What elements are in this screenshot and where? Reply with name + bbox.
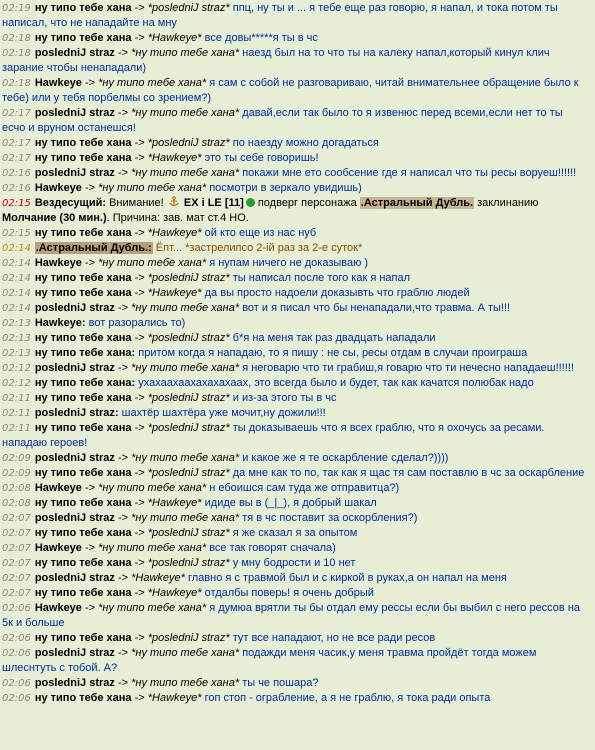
- chat-message: [2, 31, 589, 46]
- sender-name[interactable]: ну типо тебе хана:: [34, 377, 136, 389]
- message-text: гоп стоп - ограбление, а я не граблю, я тока ради опыта: [204, 692, 491, 704]
- arrow-separator: ->: [117, 302, 129, 314]
- message-text: я думюа врятли ты бы отдал ему рессы если бы выбил с него рессов на 5к и больше: [2, 602, 581, 629]
- sender-name[interactable]: ну типо тебе хана: [34, 287, 132, 299]
- message-text: я сам с собой не разговариваю, читай внимательнее обращение было к тебе) или у тебя порбелмы со зрением?): [2, 77, 579, 104]
- online-dot-icon: [246, 198, 255, 207]
- message-time: 02:06: [2, 678, 31, 689]
- recipient-name[interactable]: *posledniJ straz*: [147, 392, 230, 404]
- message-text: ой кто еще из нас нуб: [204, 227, 317, 239]
- message-time: 02:06: [2, 603, 31, 614]
- chat-message: [2, 151, 589, 166]
- message-text: шахтёр шахтёра уже мочит,ну дожили!!!: [121, 407, 326, 419]
- chat-message: [2, 301, 589, 316]
- message-text: идиде вы в (_|_), я добрый шакал: [204, 497, 377, 509]
- chat-message: [2, 601, 589, 631]
- chat-message: [2, 466, 589, 481]
- system-text: заклинанию: [477, 197, 539, 209]
- recipient-name[interactable]: *Hawkeye*: [147, 497, 202, 509]
- message-time: 02:13: [2, 348, 31, 359]
- chat-message: [2, 346, 589, 361]
- chat-message: [2, 361, 589, 376]
- message-text: это ты себе говоришь!: [204, 152, 319, 164]
- sender-name[interactable]: posledniJ straz:: [34, 407, 119, 419]
- chat-message: [2, 481, 589, 496]
- arrow-separator: ->: [134, 2, 145, 14]
- chat-message: [2, 406, 589, 421]
- arrow-separator: ->: [84, 542, 96, 554]
- message-text: я нупам ничего не доказываю ): [209, 257, 369, 269]
- chat-message: [2, 76, 589, 106]
- recipient-name[interactable]: *posledniJ straz*: [147, 422, 230, 434]
- sender-name[interactable]: Hawkeye:: [34, 317, 86, 329]
- chat-message: [2, 106, 589, 136]
- message-text: да вы просто надоели доказывть что граблю людей: [204, 287, 470, 299]
- message-time: 02:06: [2, 693, 31, 704]
- sender-name[interactable]: posledniJ straz: [34, 167, 115, 179]
- sender-name[interactable]: Hawkeye: [34, 482, 82, 494]
- recipient-name[interactable]: *Hawkeye*: [147, 587, 202, 599]
- message-text: б*я на меня так раз двадцать нападали: [232, 332, 436, 344]
- sender-name[interactable]: ну типо тебе хана: [34, 467, 132, 479]
- message-time: 02:07: [2, 528, 31, 539]
- message-text: ухахаахаахахахахаах, это всегда было и будет, так как качатся полюбак надо: [138, 377, 534, 389]
- message-time: 02:16: [2, 183, 31, 194]
- sender-name[interactable]: Вездесущий:: [34, 197, 107, 209]
- chat-message: [2, 316, 589, 331]
- chat-message: [2, 421, 589, 451]
- recipient-name[interactable]: *ну типо тебе хана*: [98, 602, 207, 614]
- sender-name[interactable]: posledniJ straz: [34, 107, 115, 119]
- chat-message: [2, 181, 589, 196]
- message-time: 02:14: [2, 258, 31, 269]
- recipient-name[interactable]: *posledniJ straz*: [147, 527, 230, 539]
- sender-name[interactable]: posledniJ straz: [34, 452, 115, 464]
- arrow-separator: ->: [84, 77, 96, 89]
- message-text: подажди меня часик,у меня травма пройдёт тогда можем шлеснтуть с тобой. А?: [2, 647, 537, 674]
- message-text: и из-за этого ты в чс: [232, 392, 337, 404]
- recipient-name[interactable]: *ну типо тебе хана*: [131, 362, 240, 374]
- message-time: 02:12: [2, 378, 31, 389]
- arrow-separator: ->: [117, 572, 129, 584]
- recipient-name[interactable]: *Hawkeye*: [147, 692, 202, 704]
- chat-message: [2, 541, 589, 556]
- recipient-name[interactable]: *ну типо тебе хана*: [131, 452, 240, 464]
- sender-name[interactable]: ну типо тебе хана:: [34, 347, 136, 359]
- message-time: 02:13: [2, 333, 31, 344]
- recipient-name[interactable]: *Hawkeye*: [147, 227, 202, 239]
- clan-player-name[interactable]: EX i LE [11]: [183, 197, 244, 209]
- message-time: 02:18: [2, 78, 31, 89]
- message-text: отдалбы поверь! я очень добрый: [204, 587, 374, 599]
- recipient-name[interactable]: *ну типо тебе хана*: [98, 77, 207, 89]
- recipient-name[interactable]: *ну типо тебе хана*: [98, 482, 207, 494]
- message-time: 02:14: [2, 303, 31, 314]
- message-text: ты написал после того как я напал: [232, 272, 411, 284]
- message-text: я неговарю что ти грабиш,я говарю что ти нечесно нападаеш!!!!!!: [242, 362, 574, 374]
- sender-name[interactable]: posledniJ straz: [34, 362, 115, 374]
- sender-name[interactable]: ну типо тебе хана: [34, 332, 132, 344]
- chat-message: [2, 136, 589, 151]
- recipient-name[interactable]: *posledniJ straz*: [147, 467, 230, 479]
- arrow-separator: ->: [84, 257, 96, 269]
- sender-name[interactable]: ну типо тебе хана: [34, 137, 132, 149]
- sender-name[interactable]: Hawkeye: [34, 542, 82, 554]
- recipient-name[interactable]: *posledniJ straz*: [147, 632, 230, 644]
- recipient-name[interactable]: *ну типо тебе хана*: [131, 512, 240, 524]
- sender-name[interactable]: ну типо тебе хана: [34, 152, 132, 164]
- arrow-separator: ->: [84, 482, 96, 494]
- arrow-separator: ->: [134, 32, 145, 44]
- message-time: 02:17: [2, 153, 31, 164]
- arrow-separator: ->: [117, 107, 129, 119]
- chat-message: [2, 256, 589, 271]
- chat-message: [2, 526, 589, 541]
- sender-name[interactable]: ну типо тебе хана: [34, 2, 132, 14]
- chat-message: [2, 46, 589, 76]
- message-text: вот разорались то): [88, 317, 186, 329]
- recipient-name[interactable]: *ну типо тебе хана*: [98, 542, 207, 554]
- message-text: все довы*****я ты в чс: [204, 32, 318, 44]
- message-text: притом когда я нападаю, то я пишу : не сы, ресы отдам в случаи проиграша: [138, 347, 528, 359]
- message-time: 02:07: [2, 558, 31, 569]
- arrow-separator: ->: [117, 452, 129, 464]
- recipient-name[interactable]: *ну типо тебе хана*: [98, 182, 207, 194]
- sender-name[interactable]: posledniJ straz: [34, 302, 115, 314]
- message-time: 02:11: [2, 393, 31, 404]
- sender-name[interactable]: ну типо тебе хана: [34, 527, 132, 539]
- message-text: давай,если так было то я извенюс перед всеми,если нет то ты есчо и вруном останешся!: [2, 107, 563, 134]
- message-time: 02:07: [2, 543, 31, 554]
- recipient-name[interactable]: *Hawkeye*: [147, 287, 202, 299]
- message-text: посмотри в зеркало увидишь): [209, 182, 362, 194]
- message-time: 02:06: [2, 633, 31, 644]
- sender-name[interactable]: Hawkeye: [34, 257, 82, 269]
- arrow-separator: ->: [84, 182, 96, 194]
- recipient-name[interactable]: *posledniJ straz*: [147, 332, 230, 344]
- recipient-name[interactable]: *posledniJ straz*: [147, 2, 230, 14]
- sender-name[interactable]: Hawkeye: [34, 602, 82, 614]
- sender-name[interactable]: ну типо тебе хана: [34, 632, 132, 644]
- message-time: 02:17: [2, 108, 31, 119]
- arrow-separator: ->: [134, 392, 145, 404]
- message-time: 02:11: [2, 408, 31, 419]
- sender-name[interactable]: ну типо тебе хана: [34, 227, 132, 239]
- arrow-separator: ->: [117, 47, 129, 59]
- message-time: 02:19: [2, 3, 31, 14]
- arrow-separator: ->: [117, 167, 129, 179]
- sender-name[interactable]: posledniJ straz: [34, 512, 115, 524]
- chat-message: [2, 286, 589, 301]
- recipient-name[interactable]: *posledniJ straz*: [147, 272, 230, 284]
- arrow-separator: ->: [84, 602, 96, 614]
- recipient-name[interactable]: *posledniJ straz*: [147, 557, 230, 569]
- message-text: все так говорят сначала): [209, 542, 336, 554]
- message-text: ппц, ну ты и ... я тебе еще раз говорю, я напал, и тока потом ты написал, что не нападайте на мну: [2, 2, 558, 29]
- message-text: ты доказываешь что я всех граблю, что я охочусь за ресами. нападаю героев!: [2, 422, 545, 449]
- sender-name[interactable]: ну типо тебе хана: [34, 392, 132, 404]
- chat-message: [2, 571, 589, 586]
- sender-name[interactable]: ну типо тебе хана: [34, 557, 132, 569]
- message-text: по наезду можно догадаться: [232, 137, 379, 149]
- target-name[interactable]: .Астральный Дубль.: [360, 197, 474, 209]
- message-time: 02:14: [2, 273, 31, 284]
- message-time: 02:06: [2, 648, 31, 659]
- sender-name[interactable]: posledniJ straz: [34, 572, 115, 584]
- message-time: 02:11: [2, 423, 31, 434]
- chat-message: [2, 1, 589, 31]
- message-time: 02:09: [2, 468, 31, 479]
- chat-message: [2, 676, 589, 691]
- message-time: 02:16: [2, 168, 31, 179]
- recipient-name[interactable]: *posledniJ straz*: [147, 137, 230, 149]
- recipient-name[interactable]: *ну типо тебе хана*: [131, 107, 240, 119]
- message-time: 02:17: [2, 138, 31, 149]
- chat-message: [2, 271, 589, 286]
- sender-name[interactable]: ну типо тебе хана: [34, 692, 132, 704]
- message-text: ты че пошара?: [242, 677, 319, 689]
- arrow-separator: ->: [117, 362, 129, 374]
- sender-name[interactable]: posledniJ straz: [34, 47, 115, 59]
- message-time: 02:15: [2, 198, 31, 209]
- message-text: н ебоишся сам туда же отправитца?): [209, 482, 400, 494]
- message-time: 02:08: [2, 483, 31, 494]
- arrow-separator: ->: [117, 677, 129, 689]
- arrow-separator: ->: [134, 152, 145, 164]
- message-text: тя в чс поставит за оскорбления?): [242, 512, 418, 524]
- sender-name[interactable]: ну типо тебе хана: [34, 272, 132, 284]
- recipient-name[interactable]: *Hawkeye*: [147, 152, 202, 164]
- recipient-name[interactable]: *ну типо тебе хана*: [131, 677, 240, 689]
- arrow-separator: ->: [134, 332, 145, 344]
- message-time: 02:07: [2, 513, 31, 524]
- recipient-name[interactable]: *ну типо тебе хана*: [131, 647, 240, 659]
- arrow-separator: ->: [134, 137, 145, 149]
- chat-message: [2, 391, 589, 406]
- message-time: 02:07: [2, 573, 31, 584]
- recipient-name[interactable]: *ну типо тебе хана*: [98, 257, 207, 269]
- message-time: 02:14: [2, 243, 31, 254]
- message-text: Ёпт... *застрелипсо 2-ій раз за 2-е суток*: [155, 242, 363, 254]
- anchor-icon: [168, 196, 180, 207]
- system-text: подверг персонажа: [257, 197, 357, 209]
- chat-message: [2, 631, 589, 646]
- sender-name[interactable]: ну типо тебе хана: [34, 32, 132, 44]
- message-text: главно я с травмой был и с киркой в руках,а он напал на меня: [188, 572, 507, 584]
- message-text: наезд был на то что ты на калеку напал,который кинул клич зарание чтобы ненападали): [2, 47, 550, 74]
- message-time: 02:18: [2, 48, 31, 59]
- message-time: 02:13: [2, 318, 31, 329]
- chat-message: [2, 331, 589, 346]
- message-text: у мну бодрости и 10 нет: [232, 557, 356, 569]
- message-text: да мне как то по, так как я щас тя сам поставлю в чс за оскарбление: [232, 467, 585, 479]
- chat-message: [2, 196, 589, 226]
- sender-name[interactable]: ну типо тебе хана: [34, 587, 132, 599]
- message-time: 02:07: [2, 588, 31, 599]
- sender-name[interactable]: Hawkeye: [34, 182, 82, 194]
- system-text: . Причина: зав. мат ст.4 НО.: [106, 212, 249, 224]
- arrow-separator: ->: [134, 692, 145, 704]
- arrow-separator: ->: [134, 467, 145, 479]
- arrow-separator: ->: [117, 512, 129, 524]
- recipient-name[interactable]: *Hawkeye*: [147, 32, 202, 44]
- message-time: 02:12: [2, 363, 31, 374]
- chat-message: [2, 691, 589, 706]
- message-text: тут все нападают, но не все ради ресов: [232, 632, 436, 644]
- message-time: 02:08: [2, 498, 31, 509]
- arrow-separator: ->: [117, 647, 129, 659]
- recipient-name[interactable]: *ну типо тебе хана*: [131, 47, 240, 59]
- arrow-separator: ->: [134, 632, 145, 644]
- chat-message: [2, 451, 589, 466]
- message-time: 02:18: [2, 33, 31, 44]
- system-text: Внимание!: [109, 197, 164, 209]
- chat-message: [2, 586, 589, 601]
- arrow-separator: ->: [134, 227, 145, 239]
- arrow-separator: ->: [134, 527, 145, 539]
- arrow-separator: ->: [134, 557, 145, 569]
- spell-name: Молчание (30 мин.): [2, 212, 107, 224]
- sender-name[interactable]: Hawkeye: [34, 77, 82, 89]
- sender-name[interactable]: ну типо тебе хана: [34, 497, 132, 509]
- message-text: я же сказал я за опытом: [232, 527, 358, 539]
- arrow-separator: ->: [134, 422, 145, 434]
- chat-message: [2, 646, 589, 676]
- message-time: 02:15: [2, 228, 31, 239]
- arrow-separator: ->: [134, 587, 145, 599]
- chat-message: [2, 511, 589, 526]
- sender-name[interactable]: ну типо тебе хана: [34, 422, 132, 434]
- chat-message: [2, 166, 589, 181]
- chat-message: [2, 496, 589, 511]
- sender-name[interactable]: .Астральный Дубль.:: [35, 242, 152, 254]
- chat-message: [2, 376, 589, 391]
- arrow-separator: ->: [134, 497, 145, 509]
- message-time: 02:09: [2, 453, 31, 464]
- message-text: покажи мне ето сообсение где я написал что ты ресы воруеш!!!!!!: [242, 167, 577, 179]
- sender-name[interactable]: posledniJ straz: [34, 677, 115, 689]
- chat-message: [2, 226, 589, 241]
- chat-message: [2, 556, 589, 571]
- arrow-separator: ->: [134, 287, 145, 299]
- message-text: и какое же я те оскарбление сделал?)))): [242, 452, 449, 464]
- chat-message: [2, 241, 589, 256]
- recipient-name[interactable]: *Hawkeye*: [131, 572, 185, 584]
- arrow-separator: ->: [134, 272, 145, 284]
- recipient-name[interactable]: *ну типо тебе хана*: [131, 302, 240, 314]
- sender-name[interactable]: posledniJ straz: [34, 647, 115, 659]
- message-time: 02:14: [2, 288, 31, 299]
- recipient-name[interactable]: *ну типо тебе хана*: [131, 167, 240, 179]
- message-text: вот и я писал что бы ненападали,что травма. А ты!!!: [242, 302, 511, 314]
